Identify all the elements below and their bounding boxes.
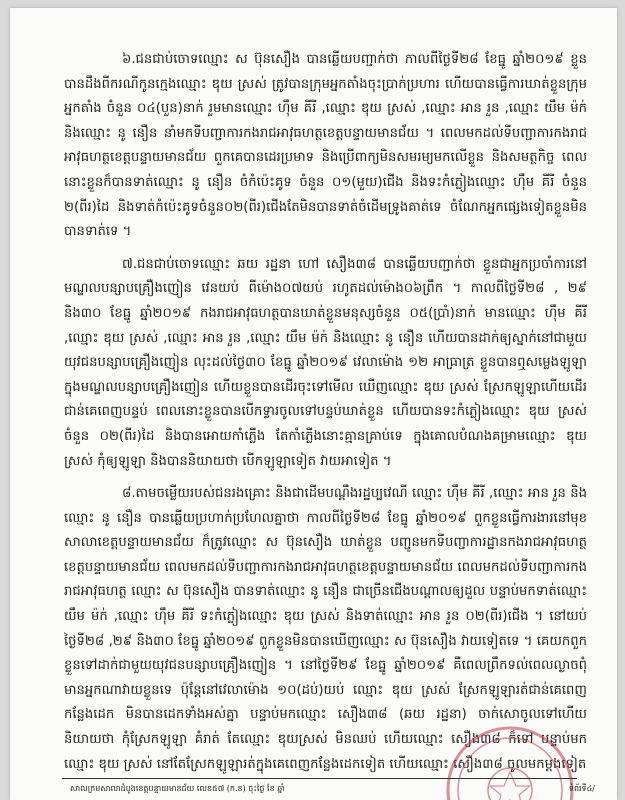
footer-divider [62,778,577,779]
document-page [10,8,617,800]
footer-reference: សាលក្រមសាលាដំបូងខេត្តបន្ទាយមានជ័យ លេខ៥៧ (ក.ខ) ចុះថ្ងៃ ខែ ឆ្នាំ [70,784,285,793]
paragraph-8: ៨.តាមចម្លើយរបស់ជនរងគ្រោះ និងជាដើមបណ្តឹងរដ្ឋប្បវេណី ឈ្មោះ ហ៊ឹម គីរី ,ឈ្មោះ អាន រួន និងឈ្មោះ នូ នឿន បានឆ្លើយប្រហាក់ប្រហែលគ្នាថា កាលពីថ្ងៃទី២៨ ខែធ្នូ ឆ្នាំ២០១៩ ពួកខ្លួនធ្វើការងារនៅមុខសាលាខេត្តបន្ទាយមានជ័យ ក៏ត្រូវឈ្មោះ ស ប៊ុនសឿង ឃាត់ខ្លួន បញ្ជូនមកទីបញ្ជាការដ្ឋានកងរាជអាវុធហត្ថខេត្តបន្ទាយមានជ័យ ពេលមកដល់ទីបញ្ជាការកងរាជអាវុធហត្ថខេត្តបន្ទាយមានជ័យ ពេលមកដល់ទីបញ្ជាការកងរាជអាវុធហត្ថ ឈ្មោះ ស ប៊ុនសឿង បានទាត់ឈ្មោះ នូ នឿន ជាច្រើនជើងបណ្តាលឲ្យដួល បន្ទាប់មកទាត់ឈ្មោះ យឹម ម៉ក់ ,ឈ្មោះ ហ៊ឹម គីរី ទះកំភ្លៀងឈ្មោះ ឌុយ ស្រស់ និងទាត់ឈ្មោះ អាន រួន ០២(ពីរ)ជើង ។ នៅយប់ថ្ងៃទី២៨ ,២៩ និង៣០ ខែធ្នូ ឆ្នាំ២០១៩ ពួកខ្លួនមិនបានឃើញឈ្មោះ ស ប៊ុនសឿង វាយទៀតទេ ។ គេយកពួកខ្លួនទៅដាក់ជាមួយយុវជនបន្សាបគ្រឿងញៀន ។ នៅថ្ងៃទី២៩ ខែធ្នូ ឆ្នាំ២០១៩ គឺពេលព្រឹកទល់ពេលល្ងាចពុំមានអ្នកណាវាយខ្លួនទេ ប៉ុន្តែនៅវេលាម៉ោង ១០(ដប់)យប់ ឈ្មោះ ឌុយ ស្រស់ ស្រែកឡូឡារត់ជាន់គេពេញកន្លែងដេក មិនបានដេកទាំងអស់គ្នា បន្ទាប់មកឈ្មោះ សឿង៣៨ (ឆយ រដ្ឋនា) ចាក់សោចូលទៅហើយនិយាយថា កុំស្រែកឡូឡា គំរាត់ តែឈ្មោះ ឌុយស្រស់ មិនឈប់ ហើយឈ្មោះ សឿង៣៨ ក៏ទៅ បន្ទាប់មកឈ្មោះ ឌុយ ស្រស់ នៅតែស្រែកឡូឡារត់ក្នុងគេពេញកន្លែងដេកទៀត ហើយឈ្មោះ សឿង៣៨ ចូលមកម្តងទៀត [64,486,587,772]
page-number: ទំព័រទី៤/ [568,784,595,793]
paragraph-7: ៧.ជនជាប់ចោទឈ្មោះ ឆយ រដ្ឋនា ហៅ សឿង៣៨ បានឆ្លើយបញ្ជាក់ថា ខ្លួនជាអ្នកប្រចាំការនៅមណ្ឌលបន្សាបគ្រឿងញៀន វេនយប់ ពីម៉ោង០៧យប់ រហូតដល់ម៉ោង០៦ព្រឹក ។ កាលពីថ្ងៃទី២៨ , ២៩ និង៣០ ខែធ្នូ ឆ្នាំ២០១៩ កងរាជអាវុធហត្ថបានឃាត់ខ្លួនមនុស្សចំនួន ០៥(ប្រាំ)នាក់ មានឈ្មោះ ហ៊ឹម គីរី ,ឈ្មោះ ឌុយ ស្រស់ ,ឈ្មោះ អាន រួន ,ឈ្មោះ យឹម ម៉ក់ និងឈ្មោះ នូ នឿន ហើយបានដាក់ឲ្យស្នាក់នៅជាមួយយុវជនបន្សាបគ្រឿងញៀន លុះដល់ថ្ងៃ៣០ ខែធ្នូ ឆ្នាំ២០១៩ វេលាម៉ោង ១២ អាធ្រាត្រ ខ្លួនបានឮសម្លេងឡូឡាក្នុងមណ្ឌលបន្សាបគ្រឿងញៀន ហើយខ្លួនបានដើរចុះទៅមើល ឃើញឈ្មោះ ឌុយ ស្រស់ ស្រែកឡូឡាហើយដើរជាន់គេពេញបន្ទប់ ពេលនោះខ្លួនបានបើកទ្វារចូលទៅបន្ទប់ឃាត់ខ្លួន ហើយបានទះកំភ្លៀងឈ្មោះ ឌុយ ស្រស់ ចំនួន ០២(ពីរ)ដៃ និងបានអោយកាំភ្លើង តែកាំភ្លើងនោះគ្មានគ្រាប់ទេ ក្នុងគោលបំណងគម្រាមឈ្មោះ ឌុយ ស្រស់ កុំឲ្យឡូឡា និងបាននិយាយថា បើកឡូឡាទៀត វាយអាទៀត ។ [64,256,587,469]
court-seal-stamp [440,720,580,800]
paragraph-6: ៦.ជនជាប់ចោទឈ្មោះ ស ប៊ុនសឿង បានឆ្លើយបញ្ជាក់ថា កាលពីថ្ងៃទី២៨ ខែធ្នូ ឆ្នាំ២០១៩ ខ្លួនបានដឹងពីករណីកូនក្មេងឈ្មោះ ឌុយ ស្រស់ ត្រូវបានក្រុមអ្នកតាំងចុះប្រាក់ប្រហារ ហើយបានធ្វើការឃាត់ខ្លួនក្រុមអ្នកតាំង ចំនួន ០៤(បួន)នាក់ រួមមានឈ្មោះ ហ៊ឹម គីរី ,ឈ្មោះ ឌុយ ស្រស់ ,ឈ្មោះ អាន រួន ,ឈ្មោះ យឹម ម៉ក់ និងឈ្មោះ នូ នឿន នាំមកទីបញ្ជាការកងរាជអាវុធហត្ថខេត្តបន្ទាយមានជ័យ ។ ពេលមកដល់ទីបញ្ជាការកងរាជអាវុធហត្ថខេត្តបន្ទាយមានជ័យ ពួកគេបានដេរប្រមាទ និងប្រើពាក្យមិនសមរម្យមកលើខ្លួន និងសមត្ថកិច្ច ពេលនោះខ្លួនក៏បានទាត់ឈ្មោះ នូ នឿន ចំកំប៉េះគូទ ចំនួន ០១(មួយ)ជើង និងទះកំភ្លៀងឈ្មោះ ហ៊ឹម គីរី ចំនួន ២(ពីរ)ដៃ និងទាត់កំប៉េះគូទចំនួន០២(ពីរ)ជើងតែមិនបានទាត់ចំដើមទ្រូងគាត់ទេ ចំណែកអ្នកផ្សេងទៀតខ្លួនមិនបានទាត់ទេ ។ [64,52,587,240]
document-body [64,48,587,785]
